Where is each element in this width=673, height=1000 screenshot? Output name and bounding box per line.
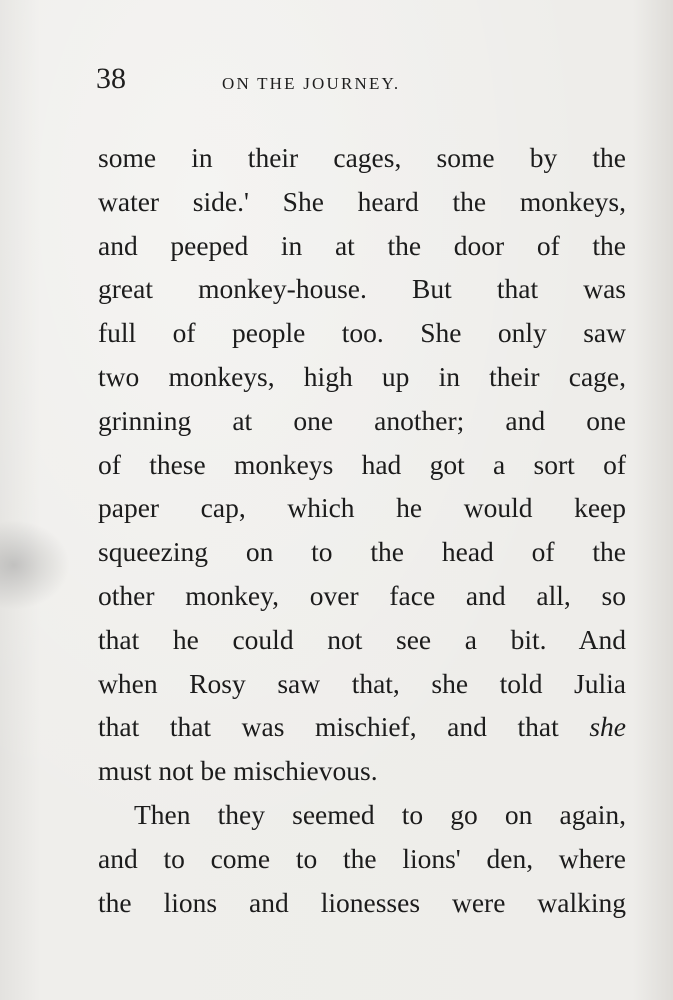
- paragraph-1: [98, 136, 626, 793]
- text-line: of these monkeys had got a sort of: [98, 448, 626, 480]
- text-line: Then they seemed to go on again,: [134, 798, 626, 830]
- text-line: squeezing on to the head of the: [98, 536, 626, 568]
- text-line: when Rosy saw that, she told Julia: [98, 667, 626, 699]
- emphasized-word: she: [589, 711, 626, 743]
- text-line: two monkeys, high up in their cage,: [98, 360, 626, 392]
- text-line: and peeped in at the door of the: [98, 229, 626, 261]
- text-line: water side.' She heard the monkeys,: [98, 185, 626, 217]
- text-line: some in their cages, some by the: [98, 142, 626, 173]
- page-number: 38: [96, 62, 126, 95]
- text-line: paper cap, which he would keep: [98, 492, 626, 524]
- text-line: grinning at one another; and one: [98, 404, 626, 436]
- text-line: the lions and lionesses were walking: [98, 886, 626, 918]
- running-head: ON THE JOURNEY.: [222, 74, 401, 93]
- text-line: great monkey-house. But that was: [98, 273, 626, 305]
- text-line: and to come to the lions' den, where: [98, 842, 626, 874]
- text-line: full of people too. She only saw: [98, 317, 626, 349]
- paragraph-2: [98, 793, 626, 924]
- text-line: that he could not see a bit. And: [98, 623, 626, 655]
- text-line: must not be mischievous.: [98, 755, 378, 787]
- page-stain: [0, 520, 70, 610]
- body-text: [98, 136, 626, 924]
- text-line: other monkey, over face and all, so: [98, 579, 626, 611]
- page-header: [96, 62, 600, 102]
- text-line: that that was mischief, and that she: [98, 711, 626, 743]
